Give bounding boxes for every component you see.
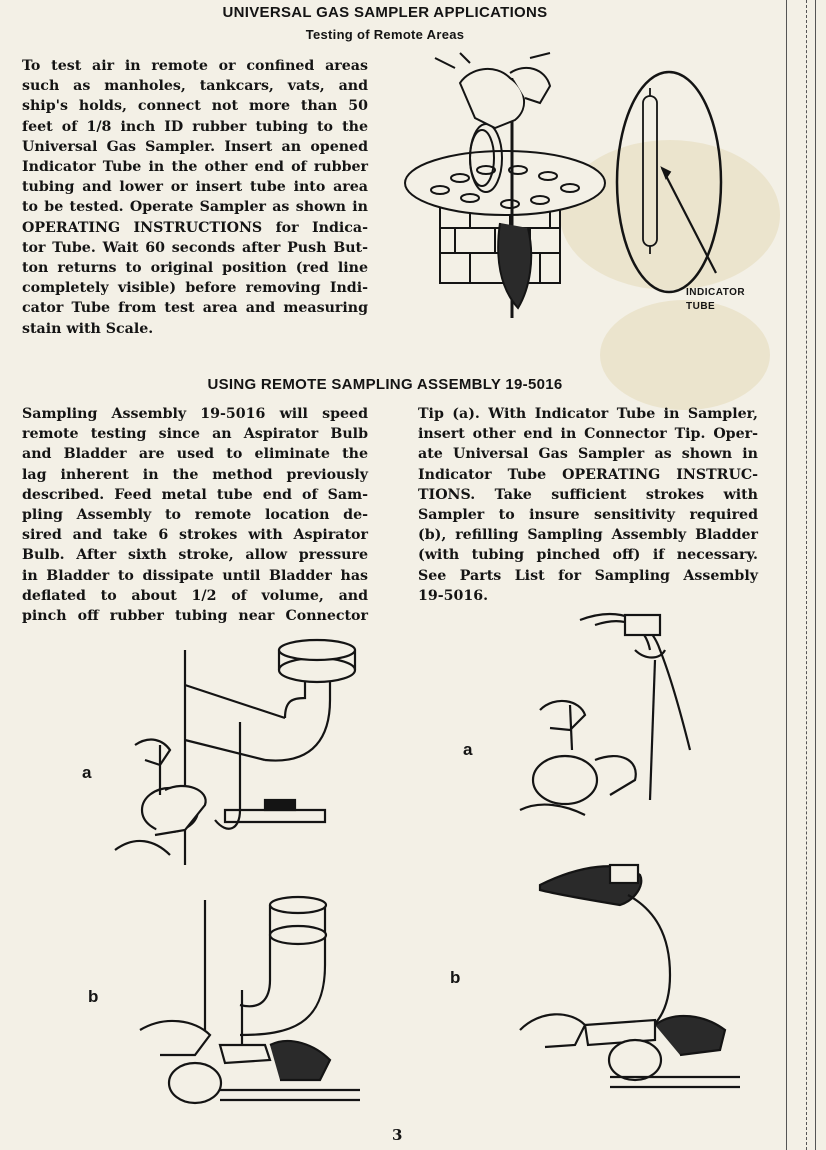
- binding-line: [786, 0, 787, 1150]
- text-line: lag inherent in the method previously: [22, 466, 368, 483]
- text-line: ton returns to original position (red line: [22, 260, 368, 277]
- text-line: in Bladder to dissipate until Bladder has: [22, 567, 368, 584]
- text-line: Sampling Assembly 19-5016 will speed: [22, 406, 368, 422]
- text-line: To test air in remote or confined areas: [22, 58, 368, 74]
- callout-line: INDICATOR: [686, 287, 746, 298]
- text-line: (b), refilling Sampling Assembly Bladder: [418, 527, 758, 544]
- text-line: described. Feed metal tube end of Sam-: [22, 486, 368, 503]
- tank-sampling-illustration-b: [510, 855, 750, 1095]
- text-line: and Bladder are used to eliminate the: [22, 446, 368, 463]
- page-number: 3: [392, 1126, 403, 1144]
- text-line: (with tubing pinched off) if necessary.: [418, 547, 758, 564]
- text-line: OPERATING INSTRUCTIONS for Indica-: [22, 219, 368, 236]
- subtitle: Testing of Remote Areas: [305, 27, 465, 42]
- indicator-tube-callout: [612, 68, 727, 300]
- text-line: remote testing since an Aspirator Bulb: [22, 426, 368, 443]
- text-line: Tip (a). With Indicator Tube in Sampler,: [418, 406, 758, 422]
- sampling-assembly-paragraph-right: [418, 404, 758, 606]
- text-line: ship's holds, connect not more than 50: [22, 98, 368, 115]
- text-line: TIONS. Take sufficient strokes with: [418, 486, 758, 503]
- remote-areas-paragraph: [22, 56, 368, 339]
- text-line: sired and take 6 strokes with Aspirator: [22, 527, 368, 544]
- text-line: 19-5016.: [418, 587, 489, 604]
- text-line: pling Assembly to remote location de-: [22, 507, 368, 524]
- text-line: See Parts List for Sampling Assembly: [418, 567, 758, 584]
- manhole-illustration: [400, 58, 610, 343]
- text-line: such as manholes, tankcars, vats, and: [22, 78, 368, 95]
- paper-stain: [600, 300, 770, 410]
- text-line: tor Tube. Wait 60 seconds after Push But-: [22, 239, 368, 256]
- tank-sampling-illustration-a: [500, 600, 720, 830]
- text-line: Bulb. After sixth stroke, allow pressure: [22, 547, 368, 564]
- text-line: pinch off rubber tubing near Connector: [22, 608, 368, 625]
- main-title: UNIVERSAL GAS SAMPLER APPLICATIONS: [222, 4, 548, 21]
- text-line: cator Tube from test area and measuring: [22, 300, 368, 317]
- binding-line: [815, 0, 816, 1150]
- figure-label-b: b: [450, 968, 461, 987]
- text-line: Universal Gas Sampler. Insert an opened: [22, 138, 368, 155]
- text-line: ate Universal Gas Sampler as shown in: [418, 446, 758, 463]
- figure-label-b: b: [88, 987, 99, 1006]
- text-line: to be tested. Operate Sampler as shown in: [22, 199, 368, 216]
- text-line: feet of 1/8 inch ID rubber tubing to the: [22, 118, 368, 135]
- text-line: stain with Scale.: [22, 320, 154, 337]
- callout-line: TUBE: [686, 301, 716, 312]
- sampling-assembly-paragraph-left: [22, 404, 368, 626]
- text-line: completely visible) before removing Indi-: [22, 280, 368, 297]
- text-line: Indicator Tube in the other end of rubber: [22, 159, 368, 176]
- figure-label-a: a: [463, 740, 473, 759]
- indicator-tube-label: [686, 286, 745, 314]
- figure-label-a: a: [82, 763, 92, 782]
- text-line: deflated to about 1/2 of volume, and: [22, 587, 368, 604]
- binding-line: [806, 0, 807, 1150]
- text-line: Indicator Tube OPERATING INSTRUC-: [418, 466, 758, 483]
- duct-sampling-illustration-a: [115, 640, 375, 870]
- text-line: Sampler to insure sensitivity required: [418, 507, 758, 524]
- text-line: tubing and lower or insert tube into area: [22, 179, 368, 196]
- section-title: USING REMOTE SAMPLING ASSEMBLY 19-5016: [207, 376, 563, 393]
- duct-sampling-illustration-b: [120, 895, 365, 1110]
- text-line: insert other end in Connector Tip. Oper-: [418, 426, 758, 443]
